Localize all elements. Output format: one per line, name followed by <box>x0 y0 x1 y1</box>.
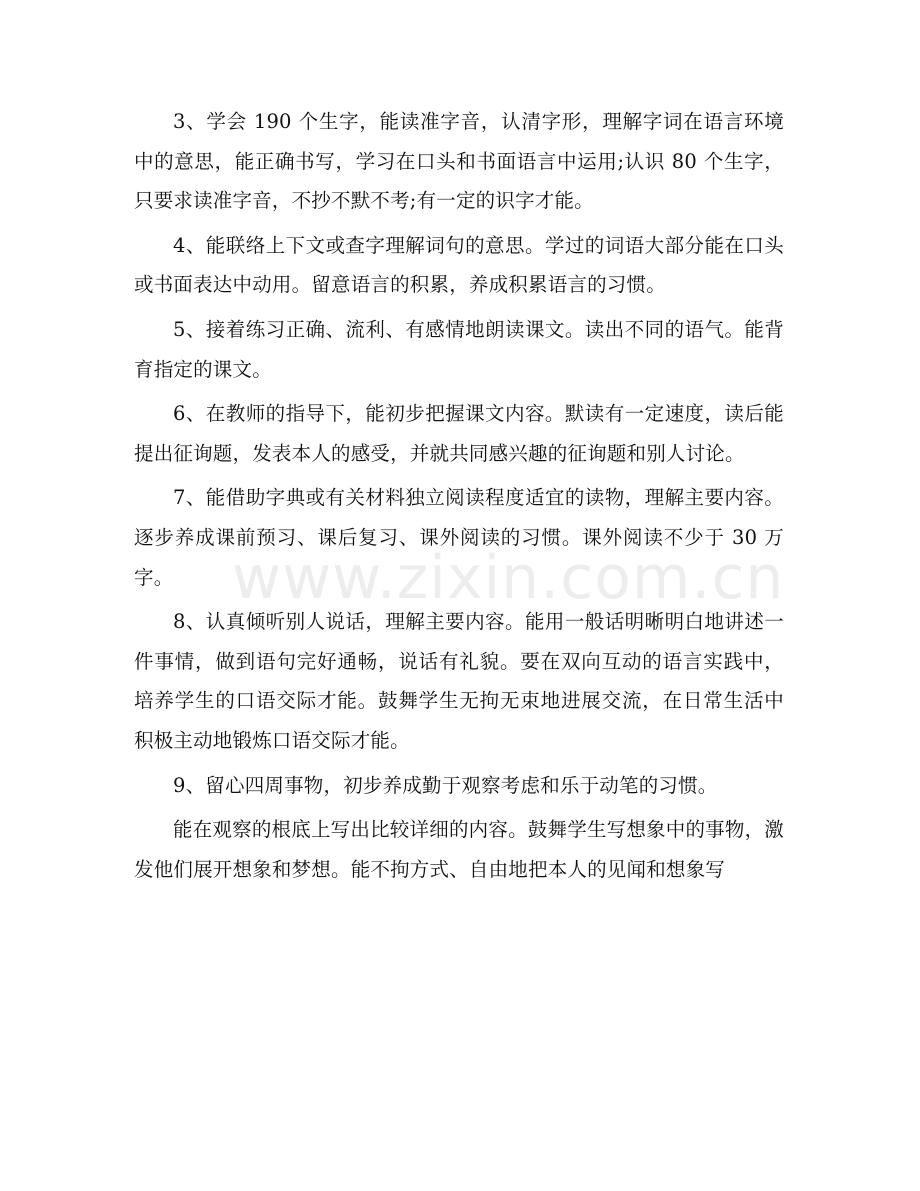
paragraph-item-4: 4、能联络上下文或查字理解词句的意思。学过的词语大部分能在口头或书面表达中动用。留意语言的积累，养成积累语言的习惯。 <box>134 233 784 297</box>
paragraph-item-6: 6、在教师的指导下，能初步把握课文内容。默读有一定速度，读后能提出征询题，发表本人的感受，并就共同感兴趣的征询题和别人讨论。 <box>134 402 784 465</box>
paragraph-item-7: 7、能借助字典或有关材料独立阅读程度适宜的读物，理解主要内容。逐步养成课前预习、课后复习、课外阅读的习惯。课外阅读不少于 30 万字。 <box>134 486 784 589</box>
paragraph-item-5: 5、接着练习正确、流利、有感情地朗读课文。读出不同的语气。能背育指定的课文。 <box>134 317 784 381</box>
paragraph-item-3: 3、学会 190 个生字，能读准字音，认清字形，理解字词在语言环境中的意思，能正确书写，学习在口头和书面语言中运用;认识 80 个生字，只要求读准字音，不抄不默不考;有一定的识字才能。 <box>134 110 784 213</box>
paragraph-item-9: 9、留心四周事物，初步养成勤于观察考虑和乐于动笔的习惯。 <box>173 773 718 797</box>
paragraph-item-8: 8、认真倾听别人说话，理解主要内容。能用一般话明晰明白地讲述一件事情，做到语句完好通畅，说话有礼貌。要在双向互动的语言实践中，培养学生的口语交际才能。鼓舞学生无拘无束地进展交流，在日常生活中积极主动地锻炼口语交际才能。 <box>134 610 784 752</box>
watermark-text: www.zixin.com.cn <box>232 543 785 613</box>
document-body <box>134 102 784 894</box>
paragraph-observation-writing: 能在观察的根底上写出比较详细的内容。鼓舞学生写想象中的事物，激发他们展开想象和梦想。能不拘方式、自由地把本人的见闻和想象写 <box>134 818 784 881</box>
